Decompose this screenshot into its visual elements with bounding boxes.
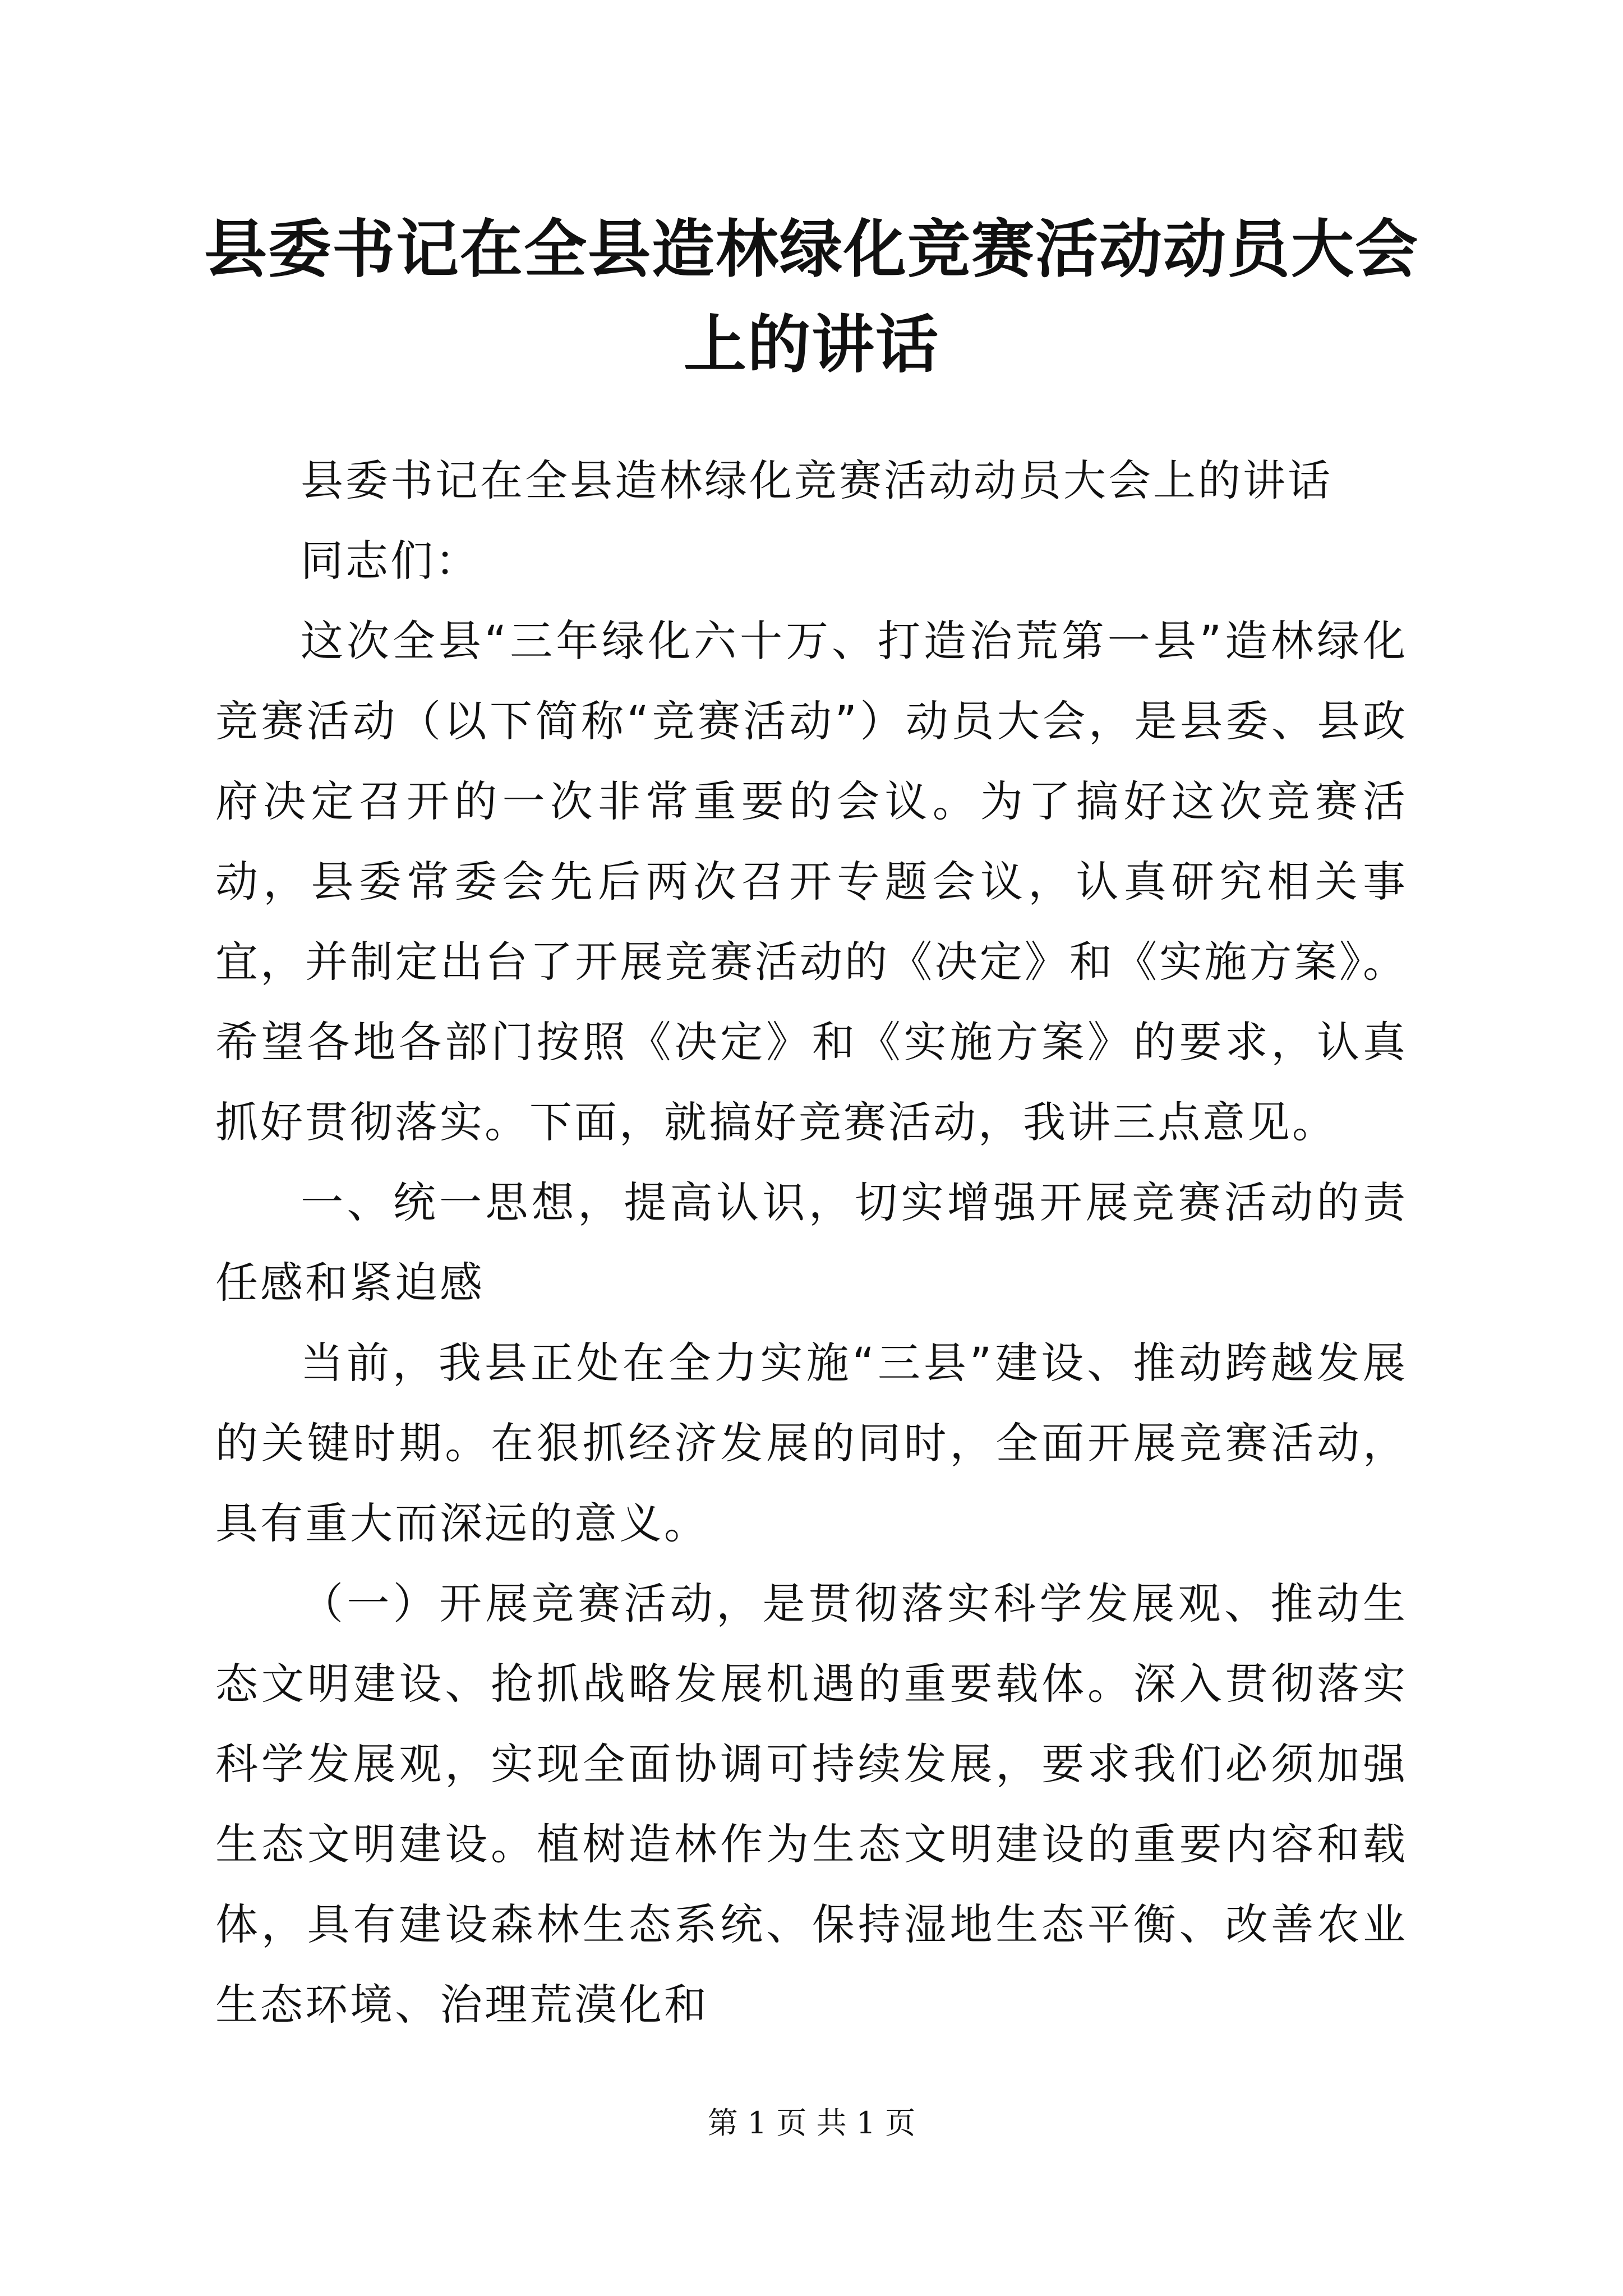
paragraph-salutation: 同志们： [301, 536, 480, 586]
paragraph-point-one: （一）开展竞赛活动，是贯彻落实科学发展观、推动生态文明建设、抢抓战略发展机遇的重要载体。深入贯彻落实科学发展观，实现全面协调可持续发展，要求我们必须加强生态文明建设。植树造林作为生态文明建设的重要内容和载体，具有建设森林生态系统、保持湿地生态平衡、改善农业生态环境、治理荒漠化和 [215, 1579, 1408, 2030]
paragraph-context: 当前，我县正处在全力实施“三县”建设、推动跨越发展的关键时期。在狠抓经济发展的同时，全面开展竞赛活动，具有重大而深远的意义。 [215, 1338, 1408, 1548]
document-title: 县委书记在全县造林绿化竞赛活动动员大会上的讲话 [204, 213, 1419, 381]
paragraph-subtitle: 县委书记在全县造林绿化竞赛活动动员大会上的讲话 [301, 455, 1332, 505]
document-body [215, 440, 1408, 2045]
paragraph-heading-one: 一、统一思想，提高认识，切实增强开展竞赛活动的责任感和紧迫感 [215, 1177, 1408, 1308]
paragraph-intro: 这次全县“三年绿化六十万、打造治荒第一县”造林绿化竞赛活动（以下简称“竞赛活动”）动员大会，是县委、县政府决定召开的一次非常重要的会议。为了搞好这次竞赛活动，县委常委会先后两次召开专题会议，认真研究相关事宜，并制定出台了开展竞赛活动的《决定》和《实施方案》。希望各地各部门按照《决定》和《实施方案》的要求，认真抓好贯彻落实。下面，就搞好竞赛活动，我讲三点意见。 [215, 616, 1408, 1147]
page-number-footer: 第 1 页 共 1 页 [707, 2105, 916, 2141]
